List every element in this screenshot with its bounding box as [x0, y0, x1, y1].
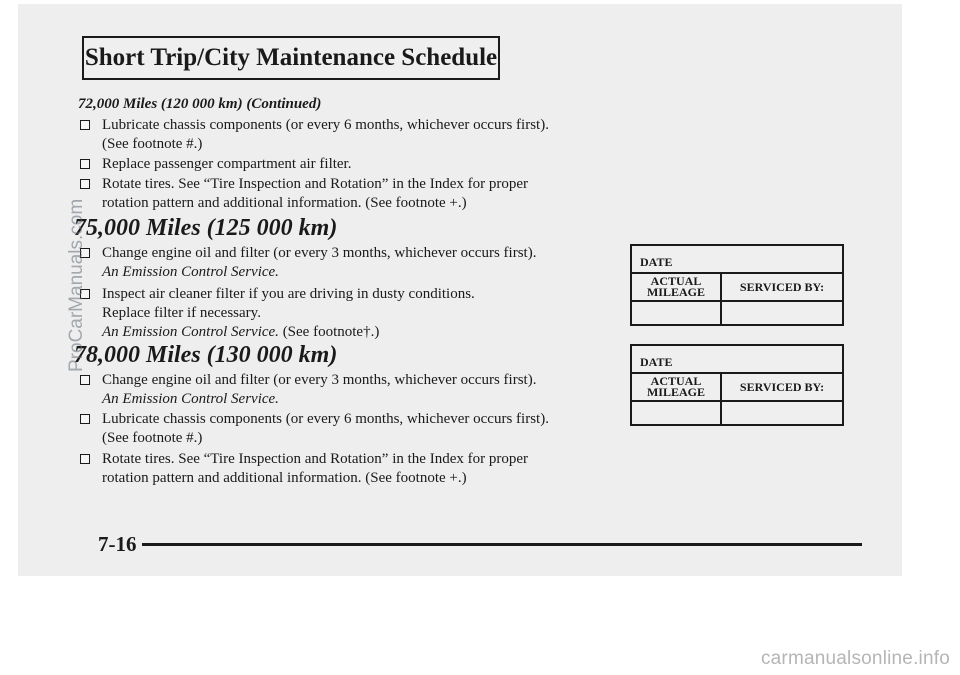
list-item: Lubricate chassis components (or every 6 months, whichever occurs first). (See footnote #.): [80, 410, 610, 448]
bottom-watermark: carmanualsonline.info: [760, 648, 950, 669]
log-date-label: DATE: [632, 346, 842, 374]
list-item: Rotate tires. See “Tire Inspection and Rotation” in the Index for proper rotation pattern and additional information. (See footnote +.): [80, 450, 610, 488]
page-title: Short Trip/City Maintenance Schedule: [82, 36, 500, 80]
log-mileage-label: ACTUAL MILEAGE: [632, 374, 722, 400]
checkbox[interactable]: [80, 375, 90, 385]
log-mileage-label: ACTUAL MILEAGE: [632, 274, 722, 300]
list-item: Replace passenger compartment air filter.: [80, 155, 610, 174]
list-item: Inspect air cleaner filter if you are driving in dusty conditions. Replace filter if necessary. An Emission Control Service. (See footnote†.): [80, 285, 610, 342]
continued-heading: 72,000 Miles (120 000 km) (Continued): [78, 96, 322, 112]
checkbox[interactable]: [80, 120, 90, 130]
log-mileage-entry[interactable]: [632, 302, 722, 324]
log-serviced-entry[interactable]: [722, 402, 842, 424]
section-heading-78000: 78,000 Miles (130 000 km): [74, 342, 338, 368]
checkbox[interactable]: [80, 454, 90, 464]
page-number: 7-16: [98, 532, 137, 556]
list-item: Rotate tires. See “Tire Inspection and Rotation” in the Index for proper rotation pattern and additional information. (See footnote +.): [80, 175, 610, 213]
manual-page: [18, 4, 902, 576]
checkbox[interactable]: [80, 414, 90, 424]
service-log-78000: [630, 344, 844, 426]
log-serviced-label: SERVICED BY:: [739, 379, 825, 394]
list-item: Lubricate chassis components (or every 6 months, whichever occurs first). (See footnote #.): [80, 116, 610, 154]
log-mileage-entry[interactable]: [632, 402, 722, 424]
footer-rule: [142, 543, 862, 546]
list-item: Change engine oil and filter (or every 3 months, whichever occurs first). An Emission Control Service.: [80, 244, 610, 282]
side-watermark: ProCarManuals.com: [66, 198, 87, 372]
log-serviced-label: SERVICED BY:: [739, 279, 825, 294]
checkbox[interactable]: [80, 179, 90, 189]
checkbox[interactable]: [80, 159, 90, 169]
service-log-75000: [630, 244, 844, 326]
section-heading-75000: 75,000 Miles (125 000 km): [74, 215, 338, 241]
list-item: Change engine oil and filter (or every 3 months, whichever occurs first). An Emission Control Service.: [80, 371, 610, 409]
log-date-label: DATE: [632, 246, 842, 274]
log-serviced-entry[interactable]: [722, 302, 842, 324]
